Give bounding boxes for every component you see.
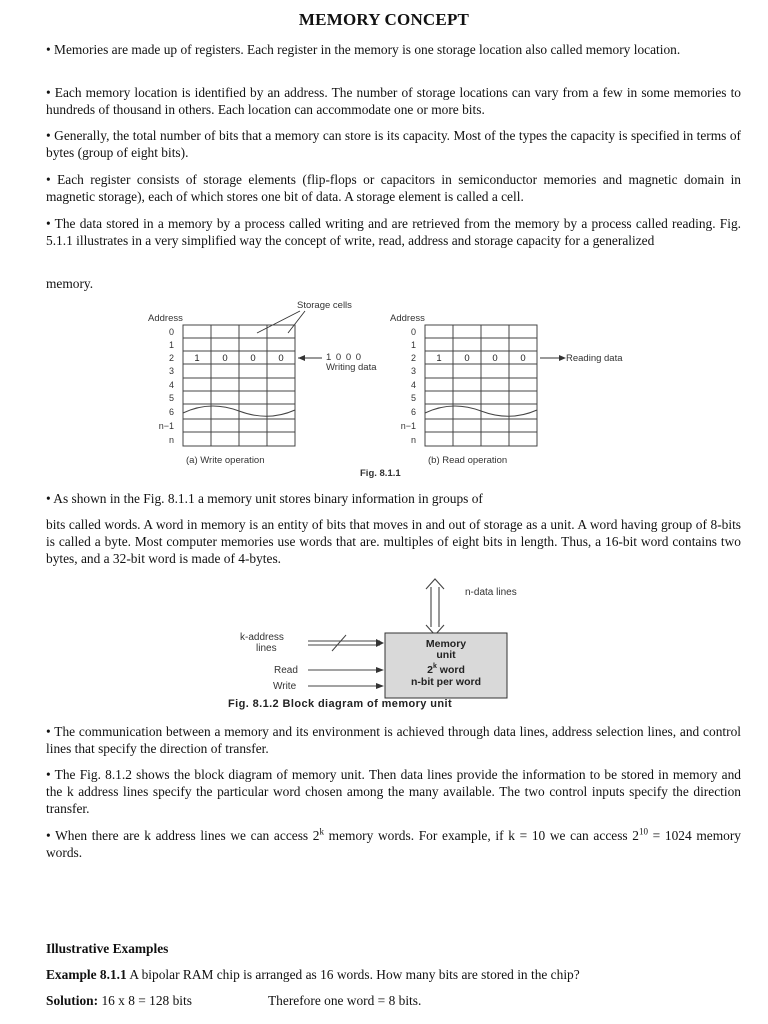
bullet-read-write: • The data stored in a memory by a process called writing and are retrieved from the memory by a process called reading. Fig. 5.1.1 illustrates in a very simplified way the concept of write, read, address and storage capacity for a generalized	[46, 216, 741, 248]
write-control-label: Write	[273, 681, 297, 692]
bullet-read-write-continued: memory.	[46, 276, 94, 291]
memory-words: 2$^k$ word	[427, 663, 465, 676]
svg-text:1: 1	[410, 340, 416, 350]
svg-text:5: 5	[410, 393, 416, 403]
svg-text:unit: unit	[436, 649, 456, 661]
svg-text:Memory: Memory	[425, 638, 467, 650]
svg-text:0: 0	[520, 353, 526, 364]
svg-text:n−1: n−1	[400, 421, 416, 431]
bullet-words: • As shown in the Fig. 8.1.1 a memory unit stores binary information in groups of	[46, 491, 483, 506]
storage-cells-label: Storage cells	[297, 300, 352, 311]
read-control-label: Read	[274, 665, 298, 676]
svg-text:0: 0	[278, 353, 284, 364]
svg-text:n: n	[410, 435, 416, 445]
bullet-communication: • The communication between a memory and its environment is achieved through data lines, address selection lines, and control lines that specify the direction of transfer.	[46, 724, 741, 756]
bullet-storage-elements: • Each register consists of storage elements (flip-flops or capacitors in semiconductor memories and magnetic domain in magnetic storage), each of which stores one bit of data. A storage element is called a cell.	[46, 172, 741, 204]
svg-text:n: n	[168, 435, 174, 445]
svg-text:1: 1	[194, 353, 200, 364]
address-bus-arrow	[308, 635, 384, 651]
figure-8-1-2	[222, 577, 572, 713]
svg-text:0: 0	[222, 353, 228, 364]
address-label-read: Address	[390, 313, 425, 324]
bullet-block-diagram: • The Fig. 8.1.2 shows the block diagram of memory unit. Then data lines provide the information to be stored in memory and the k address lines specify the particular word chosen among the many available. The two control inputs specify the direction transfer.	[46, 767, 741, 816]
write-grid	[183, 325, 295, 446]
figure-8-1-1	[140, 296, 660, 482]
address-numbers-write	[159, 327, 174, 445]
svg-text:6: 6	[168, 407, 174, 417]
address-numbers-read	[401, 327, 416, 445]
svg-text:5: 5	[168, 393, 174, 403]
bullet-words-continued: bits called words. A word in memory is an entity of bits that moves in and out of storage as a unit. A word having group of 8-bits is called a byte. Most computer memories use words that are. multiples of eight bits in length. Thus, a 16-bit word contains two bytes, and a 32-bit word is made of 4-bytes.	[46, 517, 741, 566]
svg-text:4: 4	[410, 380, 416, 390]
svg-text:3: 3	[410, 366, 416, 376]
svg-text:3: 3	[168, 366, 174, 376]
page-title: MEMORY CONCEPT	[298, 10, 470, 29]
figure-label: Fig. 8.1.1	[360, 468, 401, 479]
write-arrow	[308, 683, 384, 689]
caption-write-operation: (a) Write operation	[186, 455, 265, 466]
bullet-address: • Each memory location is identified by an address. The number of storage locations can vary from a few in some memories to hundreds of thousand in others. Each location can accommodate one or more bits.	[46, 85, 741, 117]
svg-text:2: 2	[168, 353, 174, 363]
svg-text:1: 1	[168, 340, 174, 350]
bullet-capacity: • Generally, the total number of bits that a memory can store is its capacity. Most of the types the capacity is specified in terms of bytes (group of eight bits).	[46, 128, 741, 160]
figure-2-caption: Fig. 8.1.2 Block diagram of memory unit	[228, 698, 453, 710]
svg-text:1: 1	[436, 353, 442, 364]
svg-text:6: 6	[410, 407, 416, 417]
write-data-value: 1 0 0 0	[326, 352, 363, 363]
writing-data-arrow	[298, 355, 322, 361]
k-address-lines-label: lines	[256, 643, 277, 654]
svg-text:0: 0	[492, 353, 498, 364]
solution-note: Therefore one word = 8 bits.	[268, 993, 422, 1008]
svg-text:0: 0	[464, 353, 470, 364]
writing-data-label: Writing data	[326, 362, 377, 373]
read-arrow	[308, 667, 384, 673]
caption-read-operation: (b) Read operation	[428, 455, 508, 466]
reading-data-arrow	[540, 355, 566, 361]
svg-text:0: 0	[250, 353, 256, 364]
address-label-write: Address	[148, 313, 183, 324]
reading-data-label: Reading data	[566, 353, 623, 364]
read-grid	[425, 325, 537, 446]
solution-line: Solution: 16 x 8 = 128 bits	[46, 993, 192, 1008]
svg-text:0: 0	[168, 327, 174, 337]
example-8-1-1: Example 8.1.1 A bipolar RAM chip is arranged as 16 words. How many bits are stored in the chip?	[46, 967, 580, 982]
bullet-address-lines: • When there are k address lines we can access 2$^k$ memory words. For example, if k = 10 we can access $2^{10} = 1024$ memory words.	[46, 826, 741, 860]
svg-text:2: 2	[410, 353, 416, 363]
data-lines-label: n-data lines	[465, 587, 517, 598]
k-address-label: k-address	[240, 632, 284, 643]
bullet-registers: • Memories are made up of registers. Each register in the memory is one storage location also called memory location.	[46, 42, 681, 57]
data-lines-arrow	[426, 579, 444, 635]
svg-text:n-bit per word: n-bit per word	[411, 676, 481, 688]
svg-text:n−1: n−1	[158, 421, 174, 431]
examples-heading: Illustrative Examples	[46, 941, 169, 956]
svg-text:0: 0	[410, 327, 416, 337]
svg-text:4: 4	[168, 380, 174, 390]
